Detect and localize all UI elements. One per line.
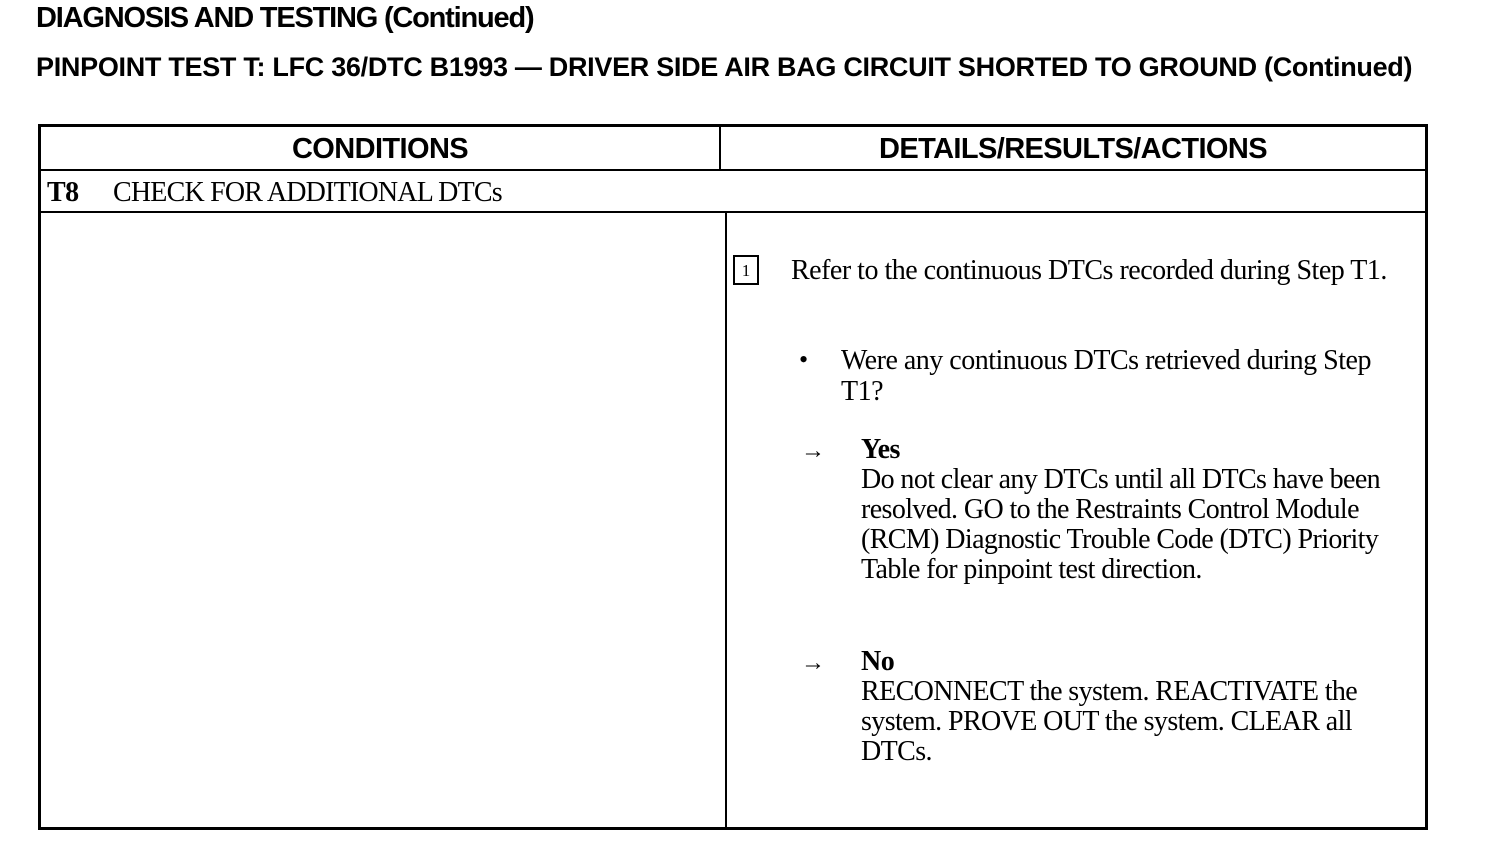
result-no [861,647,1421,767]
pinpoint-test-title: PINPOINT TEST T: LFC 36/DTC B1993 — DRIVER SIDE AIR BAG CIRCUIT SHORTED TO GROUND (Continued) [36,52,1413,82]
conditions-cell [41,213,727,827]
action-question: Were any continuous DTCs retrieved during Step T1? [841,345,1371,407]
result-no-label: No [861,646,895,677]
action-number-box: 1 [733,255,759,285]
step-title: CHECK FOR ADDITIONAL DTCs [113,177,502,208]
step-body-row [41,213,1425,827]
actions-cell [727,213,1425,827]
step-title-row [41,171,1425,213]
conditions-column-header: CONDITIONS [41,127,721,169]
arrow-right-icon: → [801,650,825,676]
result-yes-text: Do not clear any DTCs until all DTCs have been resolved. GO to the Restraints Control Module (RCM) Diagnostic Trouble Code (DTC) Priority Table for pinpoint test direction. [861,464,1381,585]
table-header-row [41,127,1425,171]
diagnostic-table [38,124,1428,830]
action-instruction: Refer to the continuous DTCs recorded during Step T1. [791,255,1387,286]
actions-column-header: DETAILS/RESULTS/ACTIONS [879,133,1267,165]
section-heading: DIAGNOSIS AND TESTING (Continued) [36,2,534,34]
result-yes [861,435,1421,585]
arrow-right-icon: → [801,438,825,464]
result-yes-label: Yes [861,434,900,465]
result-no-text: RECONNECT the system. REACTIVATE the system. PROVE OUT the system. CLEAR all DTCs. [861,676,1358,767]
step-id: T8 [47,177,79,208]
bullet-icon: • [799,345,809,374]
